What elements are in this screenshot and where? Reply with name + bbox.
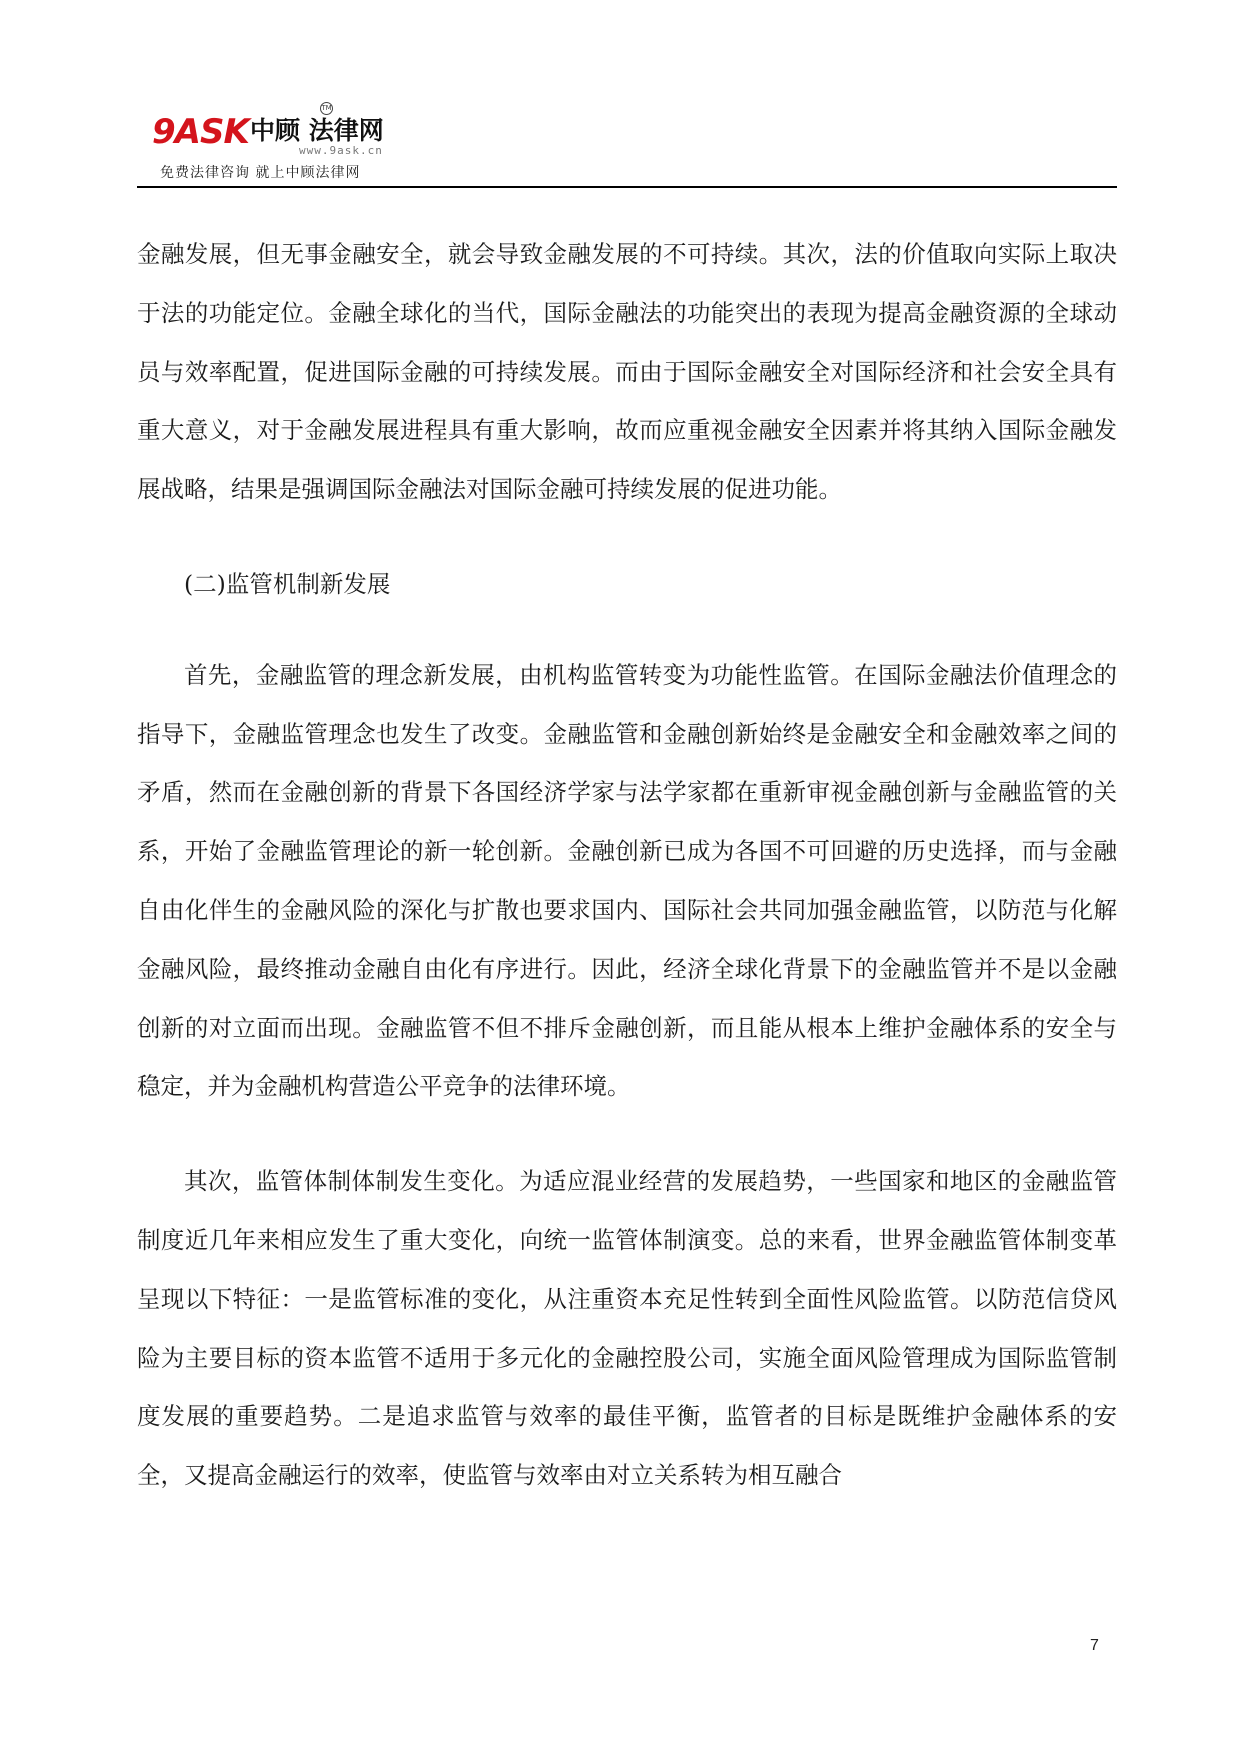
header-divider	[137, 186, 1117, 188]
paragraph-regulatory-system: 其次，监管体制体制发生变化。为适应混业经营的发展趋势，一些国家和地区的金融监管制度近几年来相应发生了重大变化，向统一监管体制演变。总的来看，世界金融监管体制变革呈现以下特征：一是监管标准的变化，从注重资本充足性转到全面性风险监管。以防范信贷风险为主要目标的资本监管不适用于多元化的金融控股公司，实施全面风险管理成为国际监管制度发展的重要趋势。二是追求监管与效率的最佳平衡，监管者的目标是既维护金融体系的安全，又提高金融运行的效率，使监管与效率由对立关系转为相互融合	[137, 1167, 1117, 1490]
paragraph-regulatory-concept: 首先，金融监管的理念新发展，由机构监管转变为功能性监管。在国际金融法价值理念的指导下，金融监管理念也发生了改变。金融监管和金融创新始终是金融安全和金融效率之间的矛盾，然而在金融创新的背景下各国经济学家与法学家都在重新审视金融创新与金融监管的关系，开始了金融监管理论的新一轮创新。金融创新已成为各国不可回避的历史选择，而与金融自由化伴生的金融风险的深化与扩散也要求国内、国际社会共同加强金融监管，以防范与化解金融风险，最终推动金融自由化有序进行。因此，经济全球化背景下的金融监管并不是以金融创新的对立面而出现。金融监管不但不排斥金融创新，而且能从根本上维护金融体系的安全与稳定，并为金融机构营造公平竞争的法律环境。	[137, 660, 1117, 1101]
logo-url: www.9ask.cn	[299, 144, 383, 157]
logo-slogan: 免费法律咨询 就上中顾法律网	[160, 165, 361, 181]
logo-mark: 9ASK	[152, 112, 249, 152]
page-header	[137, 96, 1117, 188]
document-body	[137, 225, 1117, 1505]
section-heading: (二)监管机制新发展	[184, 569, 391, 598]
page-number: 7	[1090, 1637, 1099, 1654]
site-logo	[152, 102, 412, 184]
logo-chinese-name: 中顾 法律网	[250, 116, 384, 145]
paragraph-continuation: 金融发展，但无事金融安全，就会导致金融发展的不可持续。其次，法的价值取向实际上取决于法的功能定位。金融全球化的当代，国际金融法的功能突出的表现为提高金融资源的全球动员与效率配置，促进国际金融的可持续发展。而由于国际金融安全对国际经济和社会安全具有重大意义，对于金融发展进程具有重大影响，故而应重视金融安全因素并将其纳入国际金融发展战略，结果是强调国际金融法对国际金融可持续发展的促进功能。	[137, 240, 1117, 504]
trademark-icon: TM	[320, 102, 333, 115]
